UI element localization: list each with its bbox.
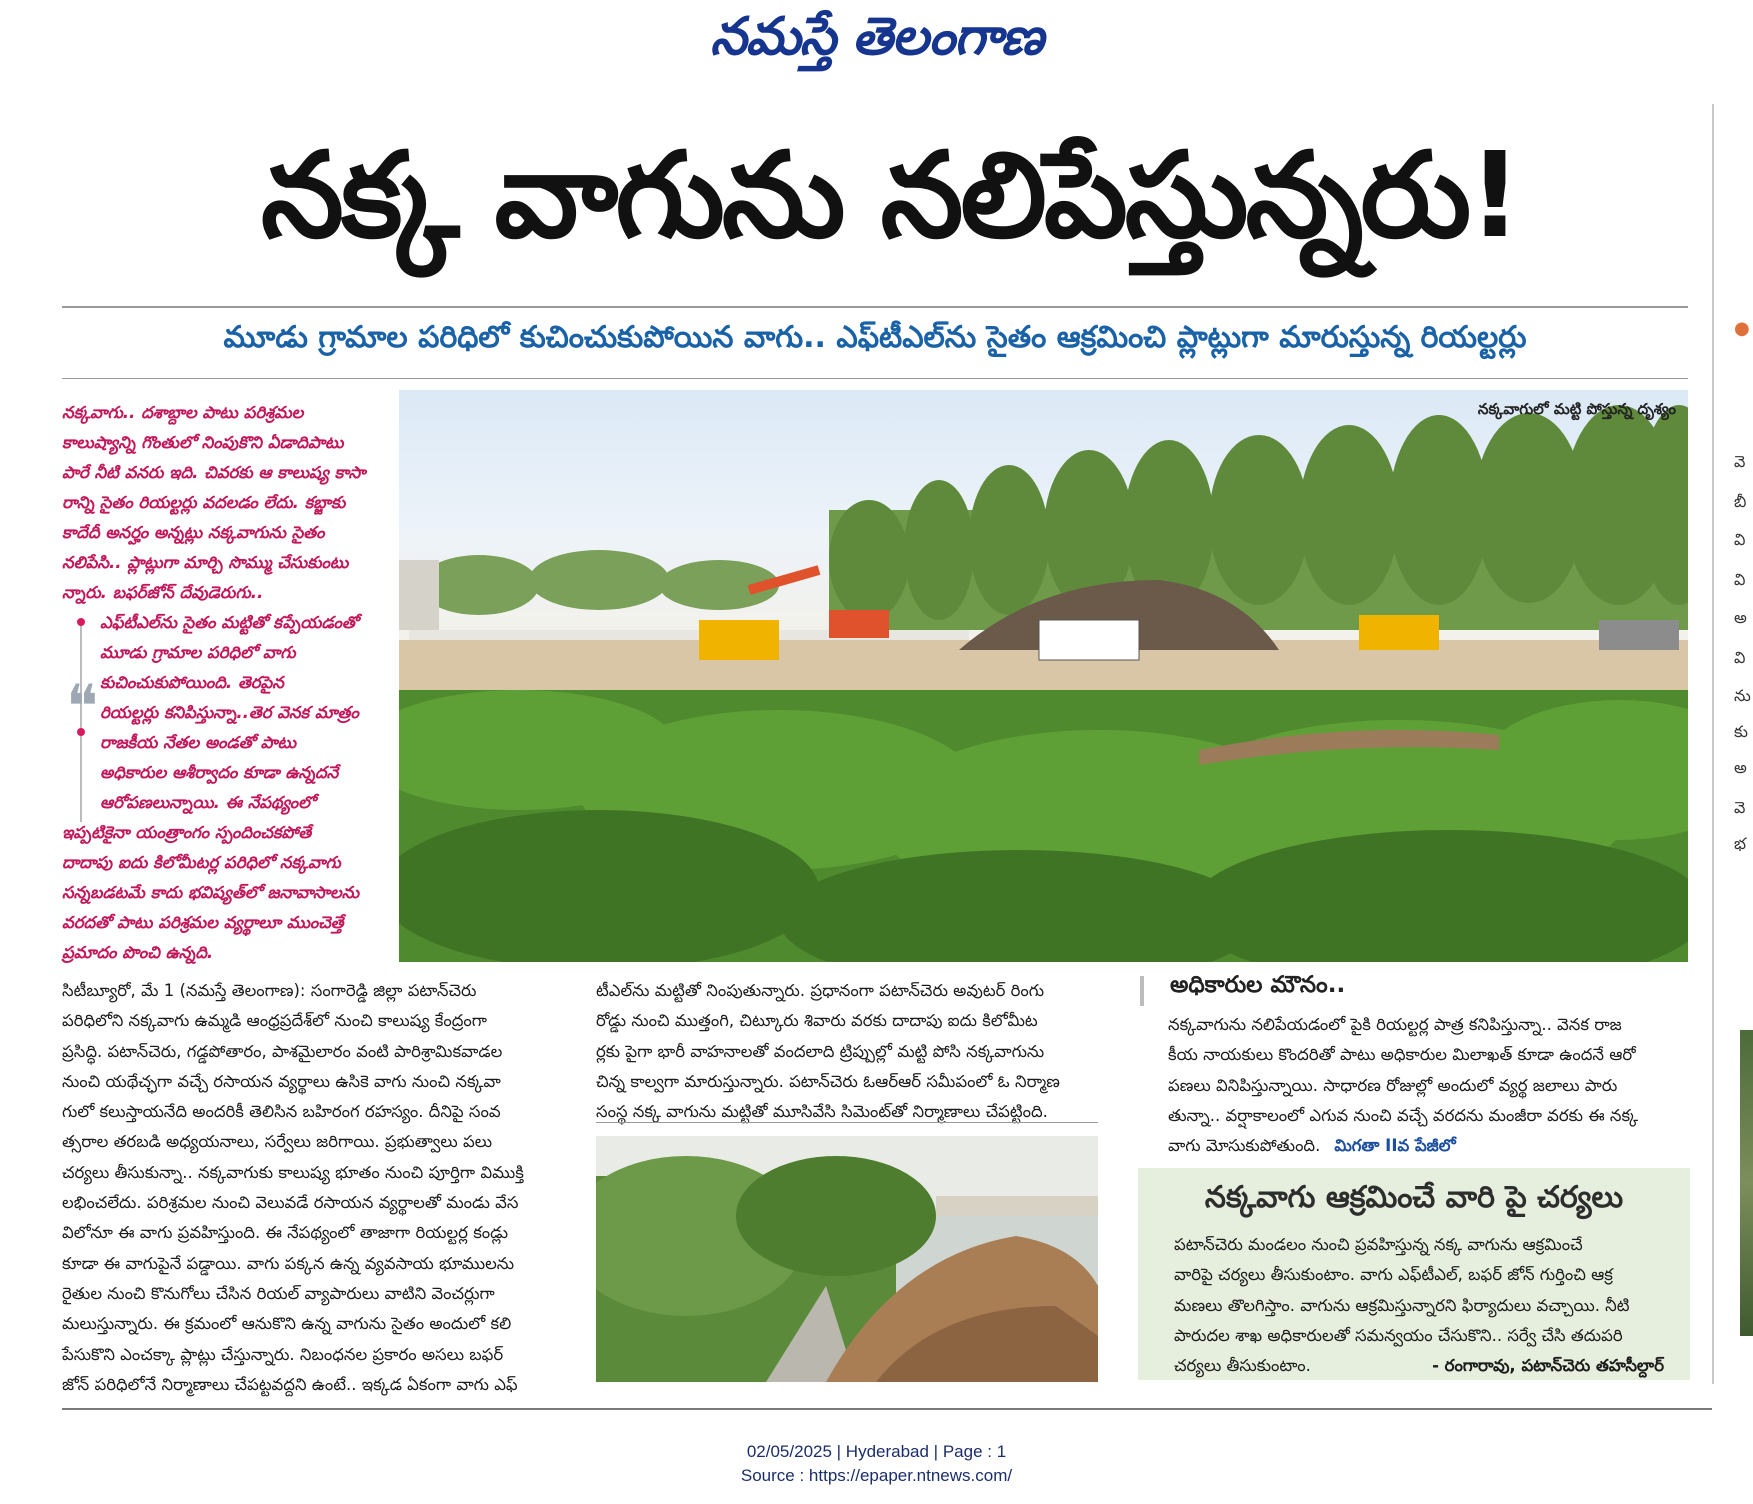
main-photo <box>399 390 1688 962</box>
text-line: నక్కవాగును నలిపేయడంలో పైకి రియల్టర్ల పాత్ర కనిపిస్తున్నా.. వెనక రాజ <box>1168 1015 1622 1034</box>
text-line <box>1168 1131 1688 1161</box>
text-line: సిటీబ్యూరో, మే 1 (నమస్తే తెలంగాణ): సంగారెడ్డి జిల్లా పటాన్‌చెరు <box>62 981 477 1000</box>
headline-divider <box>62 306 1688 308</box>
text-line: పణలు వినిపిస్తున్నాయి. సాధారణ రోజుల్లో అందులో వ్యర్థ జలాలు పారు <box>1168 1075 1618 1095</box>
quote-icon: ❝ <box>66 672 99 742</box>
section-heading-officials-silence: అధికారుల మౌనం.. <box>1170 972 1346 998</box>
text-line: నక్కవాగు.. దశాబ్దాల పాటు పరిశ్రమల <box>62 403 304 422</box>
text-line: రియల్టర్లు కనిపిస్తున్నా..తెర వెనక మాత్రం <box>100 703 359 722</box>
text-line: నలిపేసి.. ప్లాట్లుగా మార్చి సొమ్ము చేసుకుంటు <box>62 553 349 572</box>
clipped-text-fragment: వి <box>1734 570 1746 589</box>
text-line: కూడా ఈ వాగుపైనే పడ్డాయి. వాగు పక్కన ఉన్న వ్యవసాయ భూములను <box>62 1253 515 1273</box>
text-line: దాదాపు ఐదు కిలోమీటర్ల పరిధిలో నక్కవాగు <box>62 853 341 872</box>
text-line: వాగు మోసుకుపోతుంది. <box>1168 1136 1321 1156</box>
main-photo-scene <box>399 390 1688 962</box>
statement-box-heading: నక్కవాగు ఆక్రమించే వారి పై చర్యలు <box>1204 1180 1624 1215</box>
page-headline: నక్క వాగును నలిపేస్తున్నరు! <box>261 126 1519 264</box>
text-line: కాదేదీ అనర్హం అన్నట్లు నక్కవాగును సైతం <box>62 523 325 542</box>
column-2-divider <box>596 1122 1098 1123</box>
clipped-text-fragment: వె <box>1734 452 1746 471</box>
text-line: రైతుల నుంచి కొనుగోలు చేసిన రియల్ వ్యాపారులు వాటిని వెంచర్లుగా <box>62 1283 495 1303</box>
text-line: పటాన్‌చెరు మండలం నుంచి ప్రవహిస్తున్న నక్క వాగును ఆక్రమించే <box>1174 1235 1583 1254</box>
inset-photo <box>596 1136 1098 1382</box>
text-line: విలోనూ ఈ వాగు ప్రవహిస్తుంది. ఈ నేపథ్యంలో తాజాగా రియల్టర్ల కండ్లు <box>62 1223 509 1243</box>
text-line: తున్నా.. వర్షాకాలంలో ఎగువ నుంచి వచ్చే వరదను మంజీరా వరకు ఈ నక్క <box>1168 1105 1639 1125</box>
text-line: రాజకీయ నేతల అండతో పాటు <box>100 733 297 752</box>
text-line: త్సరాల తరబడి అధ్యయనాలు, సర్వేలు జరిగాయి. ప్రభుత్వాలు పలు <box>62 1132 493 1152</box>
text-line: మణలు తొలగిస్తాం. వాగును ఆక్రమిస్తున్నారని ఫిర్యాదులు వచ్చాయి. నీటి <box>1174 1295 1630 1315</box>
inset-photo-scene <box>596 1136 1098 1382</box>
text-line: న్నారు. బఫర్‌జోన్ దేవుడెరుగు.. <box>62 583 264 602</box>
page-footer <box>0 1440 1753 1488</box>
text-line: సన్నబడటమే కాదు భవిష్యత్‌లో జనావాసాలను <box>62 883 360 902</box>
text-line: పేసుకొని ఎంచక్కా ప్లాట్లు చేస్తున్నారు. నిబంధనల ప్రకారం అసలు బఫర్ <box>62 1344 504 1364</box>
footer-date-edition: 02/05/2025 | Hyderabad | Page : 1 <box>746 1442 1007 1461</box>
text-line: టీఎల్‌ను మట్టితో నింపుతున్నారు. ప్రధానంగా పటాన్‌చెరు అవుటర్ రింగు <box>596 981 1045 1000</box>
text-line: వరదతో పాటు పరిశ్రమల వ్యర్థాలూ ముంచెత్తే <box>62 913 344 932</box>
text-line: నుంచి యథేచ్ఛగా వచ్చే రసాయన వ్యర్థాలు ఉసికె వాగు నుంచి నక్కవా <box>62 1071 501 1091</box>
adjacent-photo-clipped <box>1740 1030 1753 1336</box>
statement-box-body <box>1174 1230 1674 1381</box>
article-column-2 <box>596 976 1106 1127</box>
text-line: లభించలేదు. పరిశ్రమల నుంచి వెలువడే రసాయన వ్యర్థాలతో మండు వేస <box>62 1193 519 1213</box>
text-line: పారుదల శాఖ అధికారులతో సమన్వయం చేసుకొని.. సర్వే చేసి తదుపరి <box>1174 1325 1623 1345</box>
text-line: ప్రసిద్ధి. పటాన్‌చెరు, గడ్డపోతారం, పాశమైలారం వంటి పారిశ్రామికవాడల <box>62 1041 503 1061</box>
statement-attribution: - రంగారావు, పటాన్‌చెరు తహసీల్దార్ <box>1432 1356 1664 1376</box>
text-line: ఆరోపణలున్నాయి. ఈ నేపథ్యంలో <box>100 793 316 812</box>
text-line: రోడ్డు నుంచి ముత్తంగి, చిట్కూరు శివారు వరకు దాదాపు ఐదు కిలోమీట <box>596 1011 1038 1031</box>
text-line: అధికారుల ఆశీర్వాదం కూడా ఉన్నదనే <box>100 763 339 782</box>
text-line: ప్రమాదం పొంచి ఉన్నది. <box>62 943 214 962</box>
clipped-text-fragment: బీ <box>1734 492 1747 511</box>
text-line: మలుస్తున్నారు. ఈ క్రమంలో ఆనుకొని ఉన్న వాగును సైతం అందులో కలి <box>62 1314 512 1334</box>
text-line: ఇప్పటికైనా యంత్రాంగం స్పందించకపోతే <box>62 823 312 842</box>
text-line: వారిపై చర్యలు తీసుకుంటాం. వాగు ఎఫ్‌టీఎల్, బఫర్ జోన్ గుర్తించి ఆక్ర <box>1174 1265 1613 1285</box>
text-line: రాన్ని సైతం రియల్టర్లు వదలడం లేదు. కబ్జాకు <box>62 493 346 512</box>
text-line: ఎఫ్‌టీఎల్‌ను సైతం మట్టితో కప్పేయడంతో <box>100 613 358 632</box>
footer-source[interactable]: Source : https://epaper.ntnews.com/ <box>740 1466 1013 1485</box>
clipped-text-fragment: వి <box>1734 530 1746 549</box>
clipped-text-fragment: అ <box>1734 608 1747 627</box>
text-line: సంస్థ నక్క వాగును మట్టితో మూసివేసి సిమెంట్‌తో నిర్మాణాలు చేపట్టింది. <box>596 1102 1048 1122</box>
text-line <box>1174 1351 1674 1381</box>
subheadline: మూడు గ్రామాల పరిధిలో కుచించుకుపోయిన వాగు.. ఎఫ్‌టీఎల్‌ను సైతం ఆక్రమించి ప్లాట్లుగా మారుస్తున్న రియల్టర్లు <box>223 320 1527 355</box>
text-line: చిన్న కాల్వగా మారుస్తున్నారు. పటాన్‌చెరు ఓఆర్ఆర్ సమీపంలో ఓ నిర్మాణ <box>596 1071 1060 1091</box>
text-line: ర్లకు పైగా భారీ వాహనాలతో వందలాది ట్రిప్పుల్లో మట్టి పోసి నక్కవాగును <box>596 1041 1045 1061</box>
clipped-text-fragment: కు <box>1734 722 1748 741</box>
column-separator <box>1712 104 1714 1384</box>
clipped-text-fragment: భ <box>1734 834 1747 853</box>
text-line: చర్యలు తీసుకుంటాం. <box>1174 1356 1311 1376</box>
text-line: జోన్ పరిధిలోనే నిర్మాణాలు చేపట్టవద్దని ఉంటే.. ఇక్కడ ఏకంగా వాగు ఎఫ్ <box>62 1374 518 1394</box>
text-line: కుచించుకుపోయింది. తెరపైన <box>100 673 284 692</box>
continued-link[interactable]: మిగతా IIవ పేజీలో <box>1334 1136 1456 1156</box>
subheadline-divider <box>62 378 1688 379</box>
clipped-text-fragment: వె <box>1734 798 1746 817</box>
clipped-text-fragment: వి <box>1734 648 1746 667</box>
text-line: గులో కలుస్తాయనేది అందరికీ తెలిసిన బహిరంగ రహస్యం. దీనిపై సంవ <box>62 1102 501 1122</box>
text-line: పారే నీటి వనరు ఇది. చివరకు ఆ కాలుష్య కాసా <box>62 463 366 482</box>
clipped-text-fragment: అ <box>1734 758 1747 777</box>
text-line: పరిధిలోని నక్కవాగు ఉమ్మడి ఆంధ్రప్రదేశ్‌లో నుంచి కాలుష్య కేంద్రంగా <box>62 1011 487 1031</box>
masthead-logo: నమస్తే తెలంగాణ <box>710 6 1043 67</box>
section-heading-marker <box>1140 976 1144 1006</box>
official-statement-box <box>1138 1168 1690 1380</box>
article-column-3 <box>1168 1010 1688 1161</box>
pull-quote <box>62 398 382 968</box>
text-line: కీయ నాయకులు కొందరితో పాటు అధికారుల మిలాఖత్ కూడా ఉందనే ఆరో <box>1168 1045 1636 1065</box>
text-line: చర్యలు తీసుకున్నా.. నక్కవాగుకు కాలుష్య భూతం నుంచి పూర్తిగా విముక్తి <box>62 1162 524 1182</box>
article-column-1 <box>62 976 572 1400</box>
text-line: మూడు గ్రామాల పరిధిలో వాగు <box>100 643 296 662</box>
text-line: కాలుష్యాన్ని గొంతులో నింపుకొని ఏడాదిపాటు <box>62 433 344 452</box>
clipped-text-fragment: ను <box>1734 686 1751 705</box>
edge-marker-icon: ● <box>1734 318 1750 339</box>
page-bottom-rule <box>62 1408 1712 1410</box>
photo-caption: నక్కవాగులో మట్టి పోస్తున్న దృశ్యం <box>1477 400 1676 418</box>
